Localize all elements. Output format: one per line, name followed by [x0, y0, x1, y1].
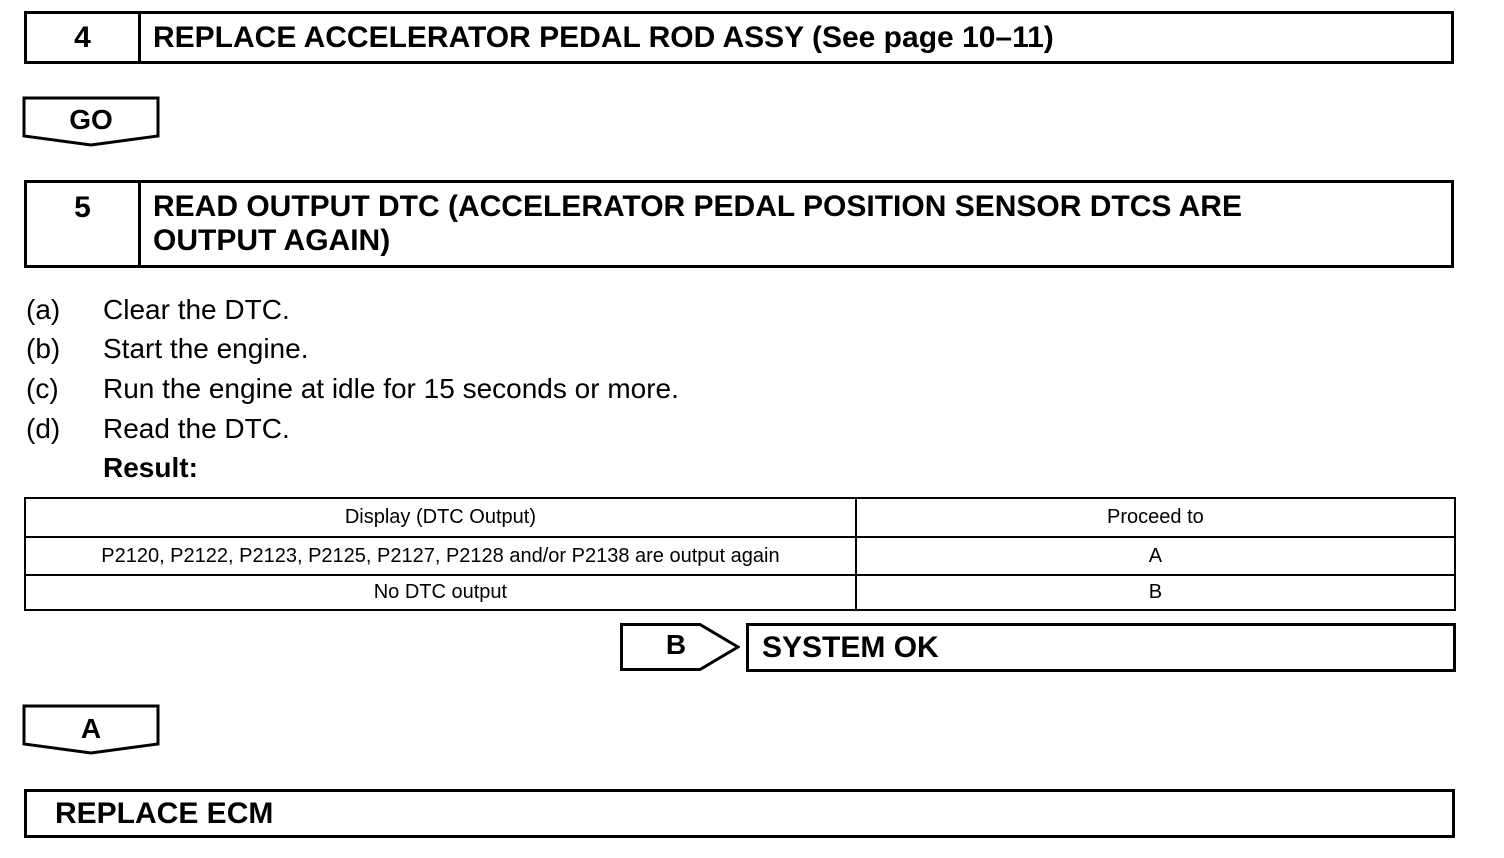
table-header-row [25, 498, 1455, 537]
table-cell-proceed: A [856, 537, 1455, 575]
procedure-text-d: Read the DTC. [103, 413, 290, 444]
step-5-title-line-2: OUTPUT AGAIN) [153, 224, 391, 257]
step-5-number [27, 183, 141, 265]
procedure-text-a: Clear the DTC. [103, 294, 290, 325]
table-cell-proceed: B [856, 575, 1455, 610]
procedure-letter-a: (a) [26, 294, 61, 325]
step-5-title [141, 183, 1451, 265]
procedure-text-c: Run the engine at idle for 15 seconds or more. [103, 373, 679, 404]
step-4-header [24, 11, 1454, 64]
table-cell-display: P2120, P2122, P2123, P2125, P2127, P2128 and/or P2138 are output again [25, 537, 856, 575]
table-row [25, 537, 1455, 575]
step-4-title: REPLACE ACCELERATOR PEDAL ROD ASSY (See page 10–11) [153, 20, 1054, 54]
step-5-number-text: 5 [74, 191, 91, 224]
result-label: Result: [103, 452, 198, 483]
step-4-number: 4 [27, 14, 141, 61]
replace-ecm-box: REPLACE ECM [24, 789, 1455, 838]
result-table [24, 497, 1456, 611]
table-header-proceed: Proceed to [856, 498, 1455, 537]
branch-a-label: A [80, 713, 102, 744]
step-5-header [24, 180, 1454, 268]
branch-b-label: B [665, 629, 687, 660]
procedure-letter-b: (b) [26, 333, 61, 364]
table-row [25, 575, 1455, 610]
step-5-title-line-1: READ OUTPUT DTC (ACCELERATOR PEDAL POSITION SENSOR DTCS ARE [153, 190, 1242, 223]
system-ok-box: SYSTEM OK [746, 623, 1456, 672]
table-header-display: Display (DTC Output) [25, 498, 856, 537]
procedure-text-b: Start the engine. [103, 333, 309, 364]
procedure-letter-d: (d) [26, 413, 61, 444]
table-cell-display: No DTC output [25, 575, 856, 610]
go-label: GO [69, 104, 113, 135]
procedure-letter-c: (c) [26, 373, 59, 404]
